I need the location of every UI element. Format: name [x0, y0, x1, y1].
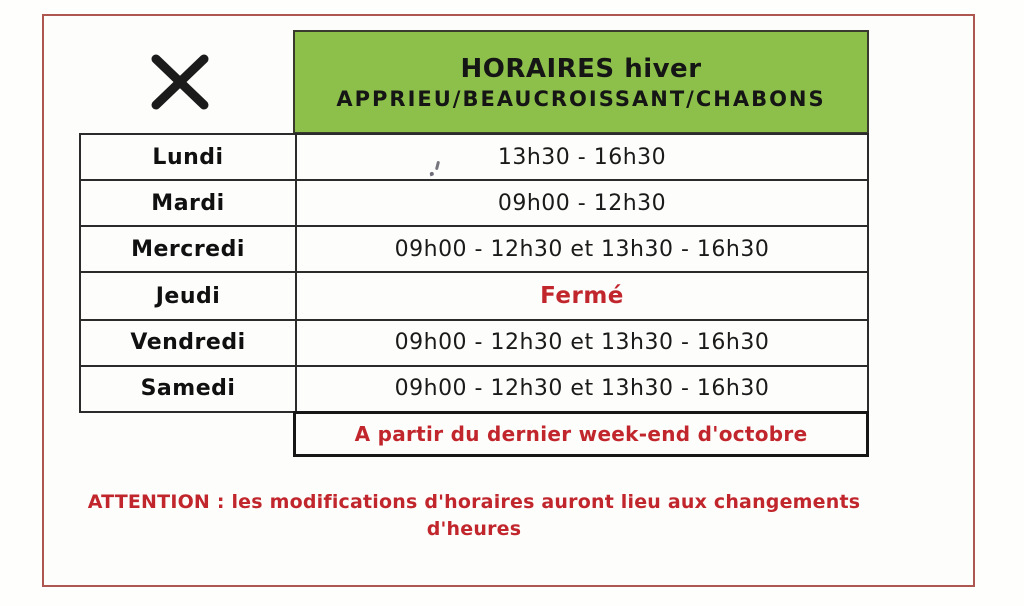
hours-cell: 09h00 - 12h30 et 13h30 - 16h30	[296, 320, 868, 366]
day-cell: Jeudi	[80, 272, 296, 320]
day-cell: Mardi	[80, 180, 296, 226]
attention-note	[79, 489, 869, 543]
hours-cell: 09h00 - 12h30 et 13h30 - 16h30	[296, 366, 868, 412]
schedule-header	[293, 30, 869, 134]
hours-cell: 13h30 - 16h30	[296, 134, 868, 180]
table-row	[80, 226, 868, 272]
hours-cell: 09h00 - 12h30 et 13h30 - 16h30	[296, 226, 868, 272]
attention-line-2: d'heures	[426, 518, 522, 540]
table-row	[80, 272, 868, 320]
validity-note-text: A partir du dernier week-end d'octobre	[354, 422, 808, 446]
schedule-title: HORAIRES hiver	[460, 53, 702, 84]
day-cell: Mercredi	[80, 226, 296, 272]
hours-cell-closed: Fermé	[296, 272, 868, 320]
validity-note-box	[293, 411, 869, 457]
x-mark-icon	[145, 52, 215, 114]
schedule-subtitle: APPRIEU/BEAUCROISSANT/CHABONS	[336, 86, 826, 111]
attention-line-1: ATTENTION : les modifications d'horaires auront lieu aux changements	[87, 491, 861, 513]
table-row	[80, 320, 868, 366]
table-row	[80, 180, 868, 226]
hours-cell: 09h00 - 12h30	[296, 180, 868, 226]
schedule-table	[79, 133, 869, 413]
day-cell: Samedi	[80, 366, 296, 412]
day-cell: Lundi	[80, 134, 296, 180]
table-row	[80, 134, 868, 180]
day-cell: Vendredi	[80, 320, 296, 366]
table-row	[80, 366, 868, 412]
